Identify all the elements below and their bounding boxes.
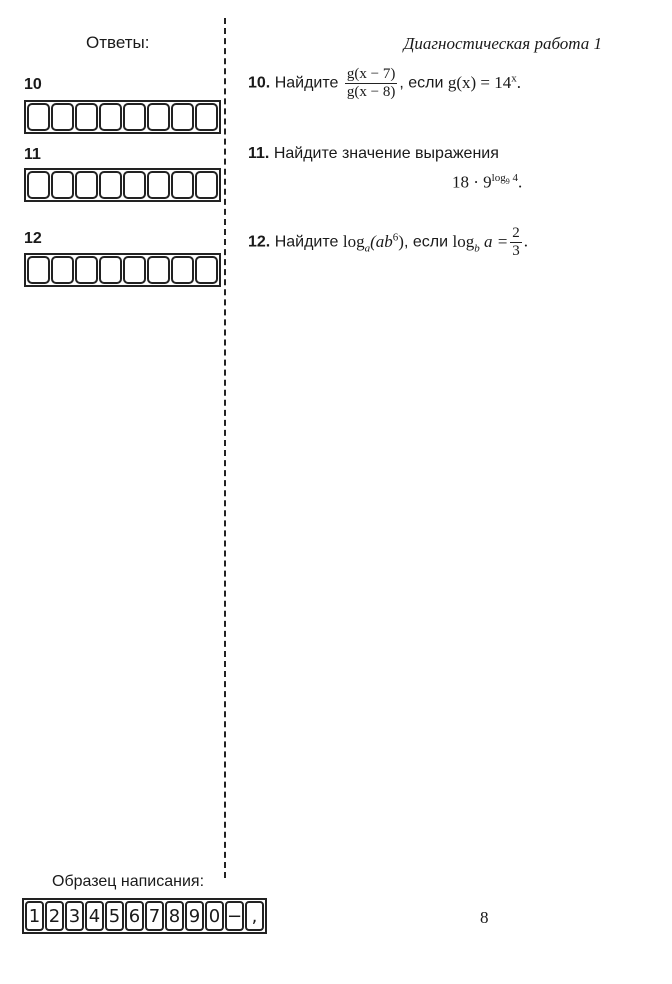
answer-cell[interactable]	[123, 103, 146, 131]
answer-cell[interactable]	[75, 256, 98, 284]
answer-cell[interactable]	[195, 256, 218, 284]
fraction-numerator: 2	[512, 225, 520, 241]
problem-11-expression: $18 \cdot 9^{log_9 4}$.	[452, 172, 523, 192]
fraction-denominator: g(x − 8)	[346, 84, 396, 100]
answer-cell[interactable]	[51, 103, 74, 131]
sample-char-cell: 3	[65, 901, 84, 931]
sample-digits-row	[22, 898, 267, 934]
fraction	[345, 66, 397, 101]
answers-title: Ответы:	[86, 33, 150, 52]
work-title: Диагностическая работа 1	[403, 34, 602, 53]
answer-cell[interactable]	[123, 171, 146, 199]
problem-12: 12. Найдите $\log_a(ab^6)$, если $\log_b a$ = $\frac{2}{3}$ .	[248, 225, 528, 259]
fraction	[510, 225, 522, 260]
answer-cell[interactable]	[147, 171, 170, 199]
answer-cell[interactable]	[27, 103, 50, 131]
answer-cell[interactable]	[99, 103, 122, 131]
sample-char-cell: 1	[25, 901, 44, 931]
answer-cell[interactable]	[147, 256, 170, 284]
condition-expression: $\log_b a$ =	[452, 231, 509, 255]
answer-cell[interactable]	[147, 103, 170, 131]
condition-word: , если	[403, 233, 449, 251]
problem-number: 10.	[248, 74, 271, 92]
answer-cell[interactable]	[171, 103, 194, 131]
answer-cell[interactable]	[99, 171, 122, 199]
answer-cell[interactable]	[51, 256, 74, 284]
sample-char-cell: 0	[205, 901, 224, 931]
answer-cell[interactable]	[51, 171, 74, 199]
sample-char-cell: ,	[245, 901, 264, 931]
answer-cell[interactable]	[195, 171, 218, 199]
answer-cell[interactable]	[27, 256, 50, 284]
sample-char-cell: 8	[165, 901, 184, 931]
sample-char-cell: 4	[85, 901, 104, 931]
problem-11	[248, 145, 499, 163]
condition-word: , если	[399, 74, 444, 92]
answer-cell[interactable]	[171, 256, 194, 284]
sample-char-cell: −	[225, 901, 244, 931]
problem-number: 12.	[248, 233, 271, 251]
answer-cell[interactable]	[75, 103, 98, 131]
fraction-denominator: 3	[512, 243, 520, 259]
answer-cell[interactable]	[75, 171, 98, 199]
condition-expression: $g(x) = 14^x$.	[447, 72, 522, 92]
answer-cell[interactable]	[99, 256, 122, 284]
answer-boxes-11[interactable]	[24, 168, 221, 202]
log-expression: $\log_a(ab^6)$	[342, 231, 404, 255]
problem-number: 11.	[248, 145, 270, 162]
answer-cell[interactable]	[171, 171, 194, 199]
cut-line-divider	[224, 18, 226, 878]
problem-text: Найдите значение выражения	[273, 145, 499, 162]
problem-10	[248, 66, 521, 101]
sample-char-cell: 2	[45, 901, 64, 931]
page-number: 8	[480, 908, 489, 927]
problem-text: Найдите	[274, 74, 339, 92]
sample-char-cell: 6	[125, 901, 144, 931]
answer-number-11: 11	[24, 146, 41, 163]
answer-number-12: 12	[24, 230, 42, 247]
sample-char-cell: 5	[105, 901, 124, 931]
fraction-numerator: g(x − 7)	[346, 66, 396, 82]
answer-number-10: 10	[24, 76, 42, 93]
answer-cell[interactable]	[195, 103, 218, 131]
answer-boxes-12[interactable]	[24, 253, 221, 287]
sample-char-cell: 9	[185, 901, 204, 931]
sample-char-cell: 7	[145, 901, 164, 931]
answer-boxes-10[interactable]	[24, 100, 221, 134]
answer-cell[interactable]	[27, 171, 50, 199]
sample-label: Образец написания:	[52, 873, 205, 890]
problem-text: Найдите	[274, 233, 339, 251]
answer-cell[interactable]	[123, 256, 146, 284]
